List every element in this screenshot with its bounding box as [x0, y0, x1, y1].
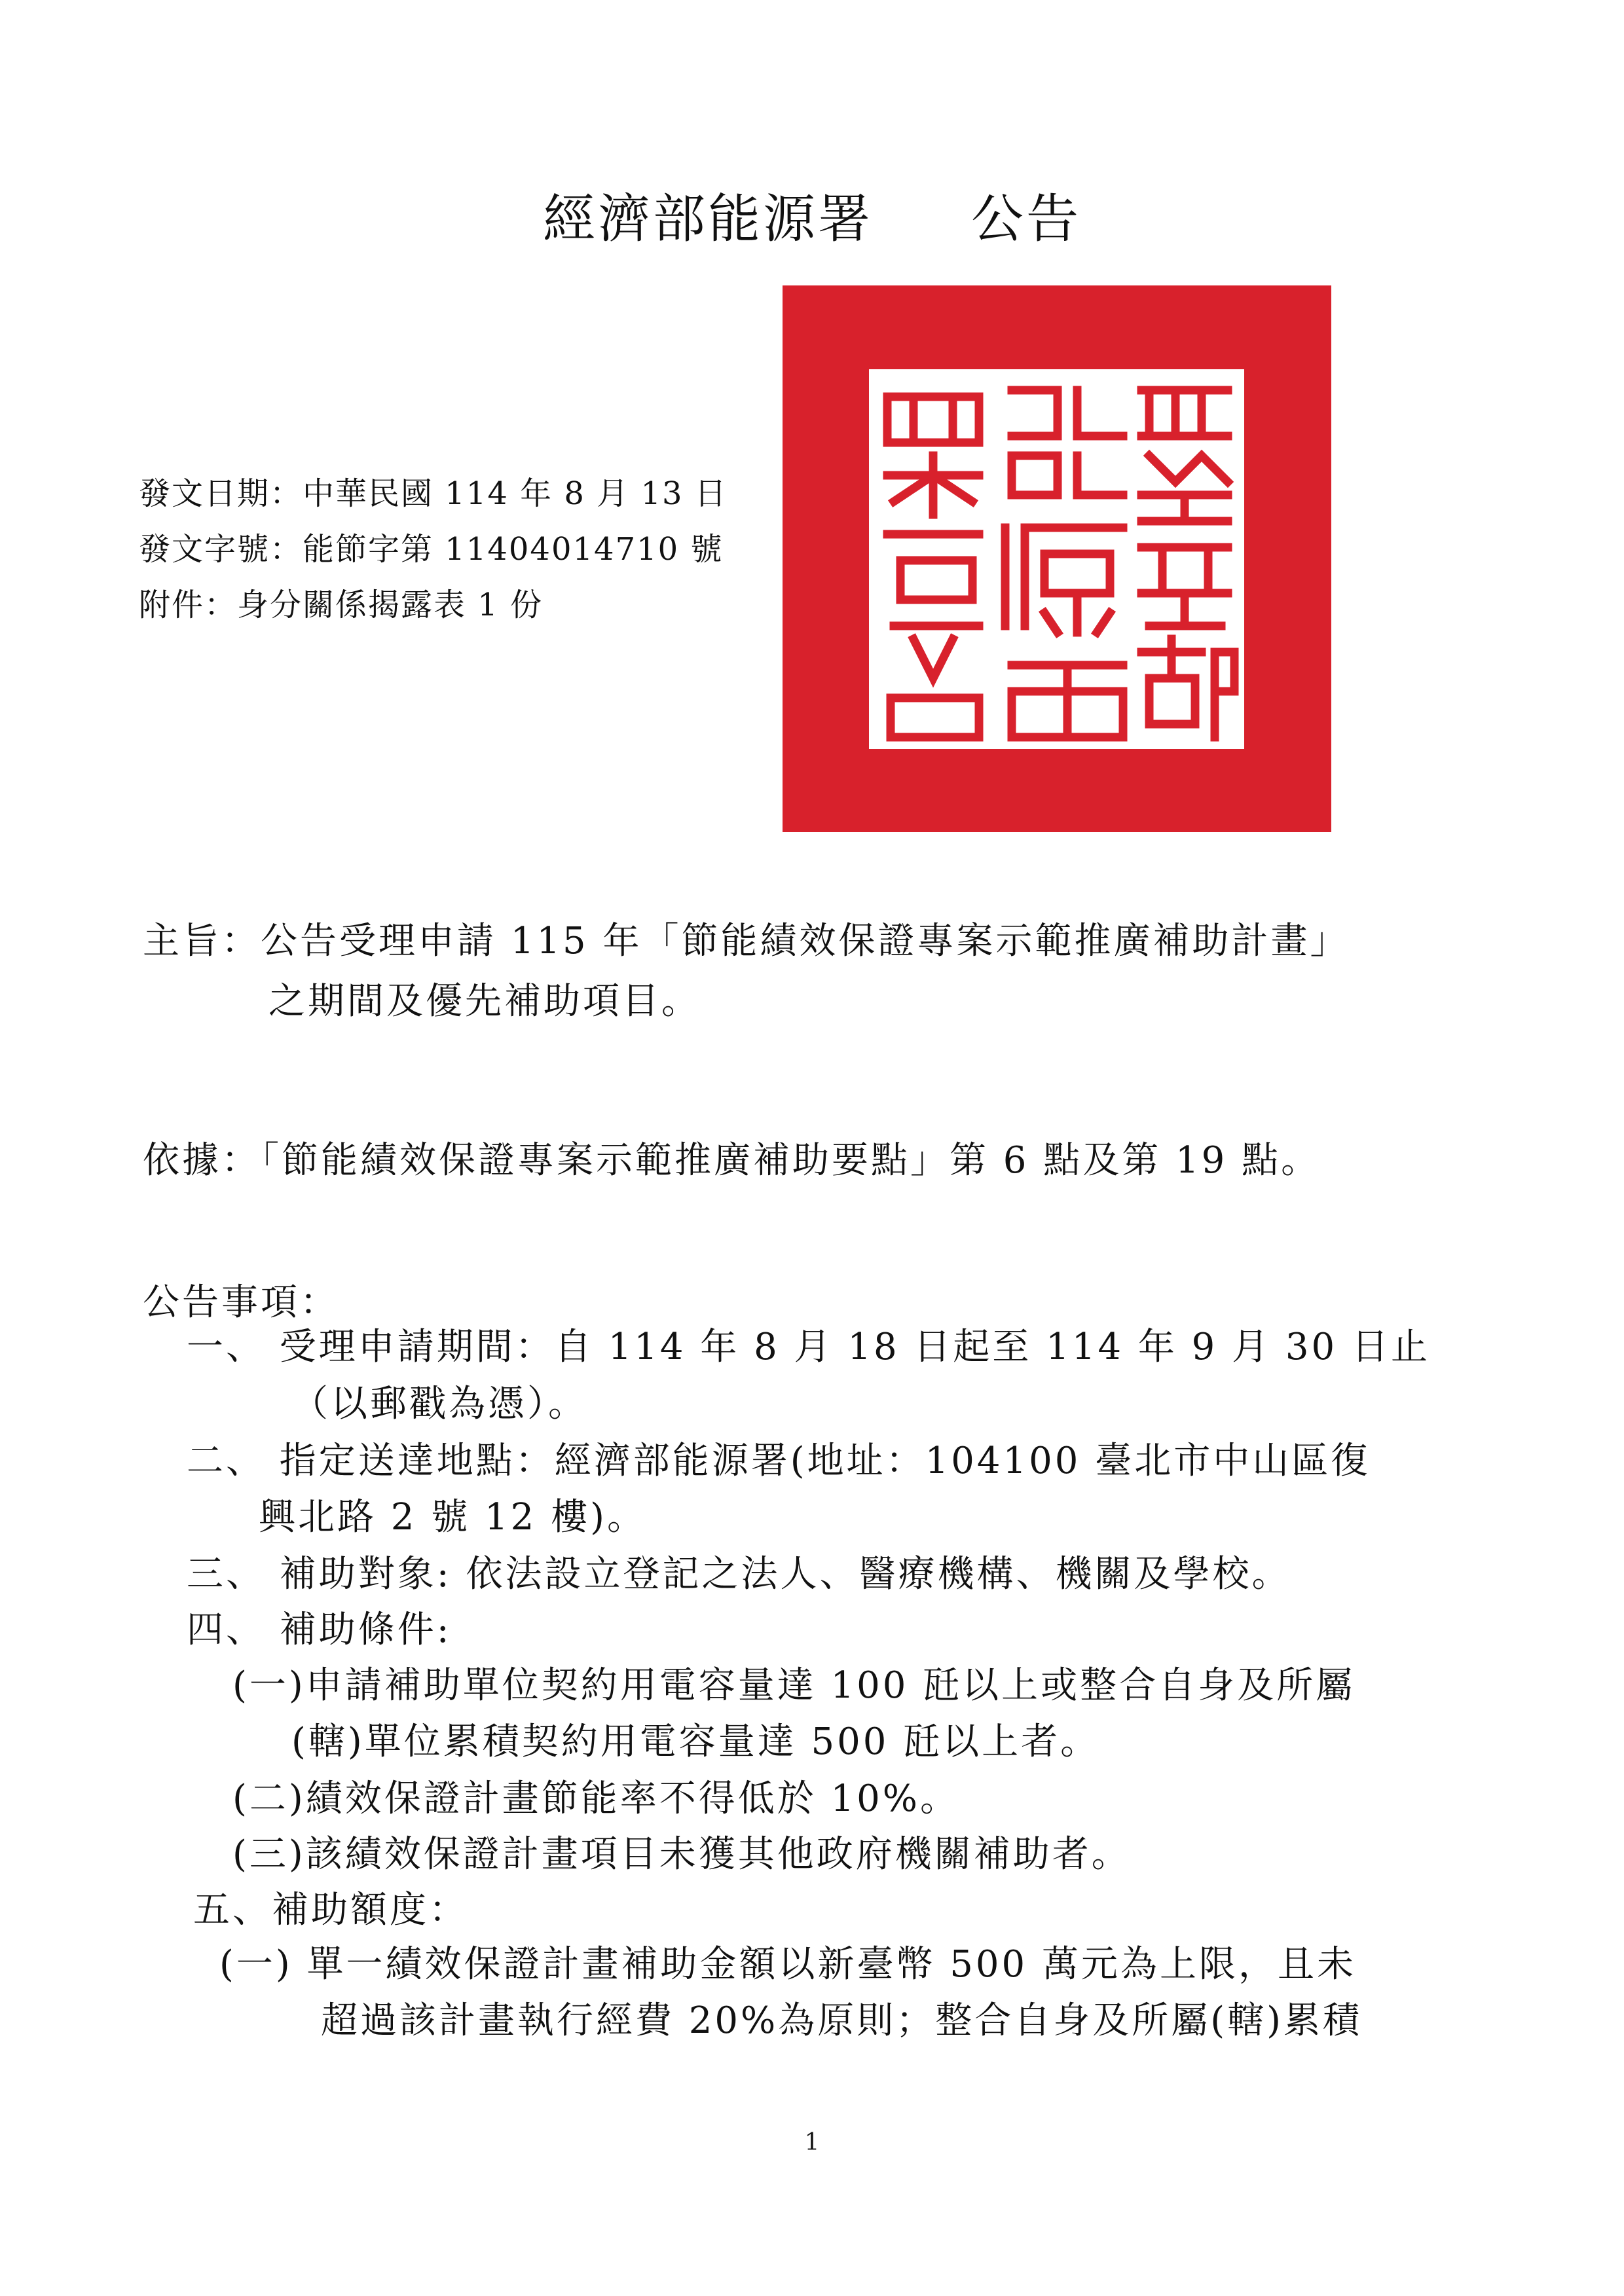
- basis-line: 依據：「節能績效保證專案示範推廣補助要點」第 6 點及第 19 點。: [143, 1139, 1321, 1182]
- notice-heading: 公告事項：: [143, 1281, 339, 1324]
- notice-item-4-sub-3-line-1: (三)該績效保證計畫項目未獲其他政府機關補助者。: [232, 1833, 1131, 1876]
- notice-item-3-line-1: 三、 補助對象: 依法設立登記之法人、醫療機構、機關及學校。: [187, 1553, 1291, 1595]
- notice-item-4-sub-2-line-1: (二)績效保證計畫節能率不得低於 10%。: [232, 1777, 959, 1820]
- notice-item-5-sub-1-line-2: 超過該計畫執行經費 20%為原則；整合自身及所屬(轄)累積: [321, 1999, 1362, 2042]
- subject-line-2: 之期間及優先補助項目。: [268, 980, 701, 1023]
- notice-item-2-line-1: 二、 指定送達地點：經濟部能源署(地址：104100 臺北市中山區復: [187, 1440, 1371, 1482]
- seal-graphic: [783, 285, 1331, 832]
- notice-item-2-line-2: 興北路 2 號 12 樓)。: [259, 1496, 646, 1539]
- notice-item-1-line-1: 一、 受理申請期間：自 114 年 8 月 18 日起至 114 年 9 月 30 日止: [187, 1326, 1430, 1368]
- notice-item-4-sub-1-line-1: (一)申請補助單位契約用電容量達 100 瓩以上或整合自身及所屬: [232, 1664, 1356, 1707]
- document-number: 發文字號：能節字第 11404014710 號: [139, 531, 724, 568]
- issue-date: 發文日期：中華民國 114 年 8 月 13 日: [139, 475, 728, 512]
- official-seal: [783, 285, 1331, 832]
- doc-type: 公告: [971, 189, 1081, 249]
- subject-line-1: 主旨：公告受理申請 115 年「節能績效保證專案示範推廣補助計畫」: [143, 920, 1350, 962]
- page-number: 1: [804, 2129, 820, 2156]
- notice-item-1-line-2: （以郵戳為憑）。: [291, 1383, 587, 1425]
- notice-item-4-line-1: 四、 補助條件:: [187, 1609, 452, 1651]
- attachment-info: 附件：身分關係揭露表 1 份: [139, 587, 544, 623]
- notice-item-5-line-1: 五、補助額度：: [193, 1889, 468, 1931]
- notice-item-4-sub-1-line-2: (轄)單位累積契約用電容量達 500 瓩以上者。: [291, 1721, 1100, 1763]
- agency-name: 經濟部能源署: [543, 189, 873, 249]
- notice-item-5-sub-1-line-1: (一) 單一績效保證計畫補助金額以新臺幣 500 萬元為上限，且未: [219, 1943, 1356, 1986]
- document-title: [0, 177, 1624, 252]
